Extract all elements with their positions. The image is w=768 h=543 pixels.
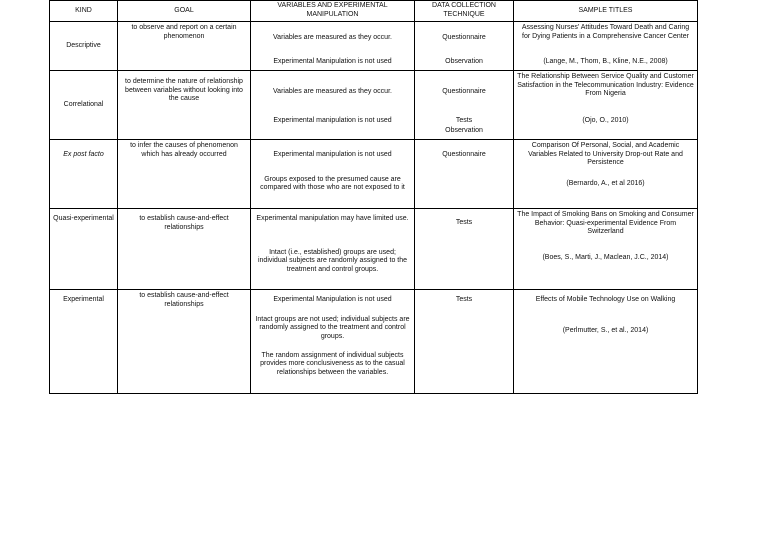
table-row: [50, 209, 698, 247]
variables-cell: Intact (i.e., established) groups are used; individual subjects are randomly assigned to the treatment and control groups.: [251, 247, 415, 290]
kind-cell: Descriptive: [50, 22, 118, 71]
variables-cell: Experimental Manipulation is not used: [251, 55, 415, 71]
citation-cell: (Bernardo, A., et al 2016): [514, 174, 698, 209]
citation-cell: (Ojo, O., 2010): [514, 115, 698, 140]
goal-cell: to establish cause-and-effect relationships: [118, 290, 251, 394]
citation-cell: (Lange, M., Thom, B., Kline, N.E., 2008): [514, 55, 698, 71]
goal-cell: to establish cause-and-effect relationships: [118, 209, 251, 290]
variables-cell: Variables are measured as they occur.: [251, 71, 415, 115]
goal-cell: to infer the causes of phenomenon which has already occurred: [118, 140, 251, 209]
table-row: [50, 140, 698, 174]
variables-cell: Variables are measured as they occur.: [251, 22, 415, 55]
goal-cell: to observe and report on a certain phenomenon: [118, 22, 251, 71]
sample-title-cell: The Impact of Smoking Bans on Smoking and Consumer Behavior: Quasi-experimental Evidence From Switzerland: [514, 209, 698, 247]
sample-title-cell: Comparison Of Personal, Social, and Academic Variables Related to University Drop-out Rate and Persistence: [514, 140, 698, 174]
table-row: [50, 22, 698, 55]
technique-cell: Tests: [415, 290, 514, 314]
variables-cell: Experimental manipulation is not used: [251, 140, 415, 174]
header-kind: KIND: [50, 1, 118, 22]
technique-cell: [415, 115, 514, 140]
kind-cell: Correlational: [50, 71, 118, 140]
variables-cell: Experimental manipulation is not used: [251, 115, 415, 140]
variables-cell: Intact groups are not used; individual subjects are randomly assigned to the treatment and control groups.: [251, 314, 415, 350]
technique-cell: Questionnaire: [415, 71, 514, 115]
table-row: [50, 290, 698, 314]
variables-cell: Groups exposed to the presumed cause are compared with those who are not exposed to it: [251, 174, 415, 209]
sample-title-cell: [514, 350, 698, 394]
technique-cell: Questionnaire: [415, 140, 514, 174]
technique-cell: [415, 350, 514, 394]
sample-title-cell: The Relationship Between Service Quality and Customer Satisfaction in the Telecommunication Industry: Evidence From Nigeria: [514, 71, 698, 115]
technique-cell: [415, 174, 514, 209]
technique-cell: [415, 247, 514, 290]
goal-cell: to determine the nature of relationship between variables without looking into the cause: [118, 71, 251, 140]
kind-cell: Quasi-experimental: [50, 209, 118, 290]
header-goal: GOAL: [118, 1, 251, 22]
citation-cell: (Perlmutter, S., et al., 2014): [514, 314, 698, 350]
technique-observation: Observation: [445, 127, 483, 135]
header-data-collection: DATA COLLECTION TECHNIQUE: [415, 1, 514, 22]
technique-cell: Questionnaire: [415, 22, 514, 55]
header-sample-titles: SAMPLE TITLES: [514, 1, 698, 22]
sample-title-cell: Assessing Nurses' Attitudes Toward Death and Caring for Dying Patients in a Comprehensive Cancer Center: [514, 22, 698, 55]
kind-cell: Experimental: [50, 290, 118, 394]
technique-tests: Tests: [455, 116, 473, 124]
technique-cell: [415, 314, 514, 350]
table-row: [50, 71, 698, 115]
research-design-table: [49, 0, 698, 394]
kind-cell: Ex post facto: [50, 140, 118, 209]
header-row: [50, 1, 698, 22]
citation-cell: (Boes, S., Marti, J., Maclean, J.C., 2014): [514, 247, 698, 290]
variables-cell: The random assignment of individual subjects provides more conclusiveness as to the casual relationships between the variables.: [251, 350, 415, 394]
variables-cell: Experimental manipulation may have limited use.: [251, 209, 415, 247]
sample-title-cell: Effects of Mobile Technology Use on Walking: [514, 290, 698, 314]
header-variables: VARIABLES AND EXPERIMENTAL MANIPULATION: [251, 1, 415, 22]
technique-cell: Observation: [415, 55, 514, 71]
variables-cell: Experimental Manipulation is not used: [251, 290, 415, 314]
technique-cell: Tests: [415, 209, 514, 247]
